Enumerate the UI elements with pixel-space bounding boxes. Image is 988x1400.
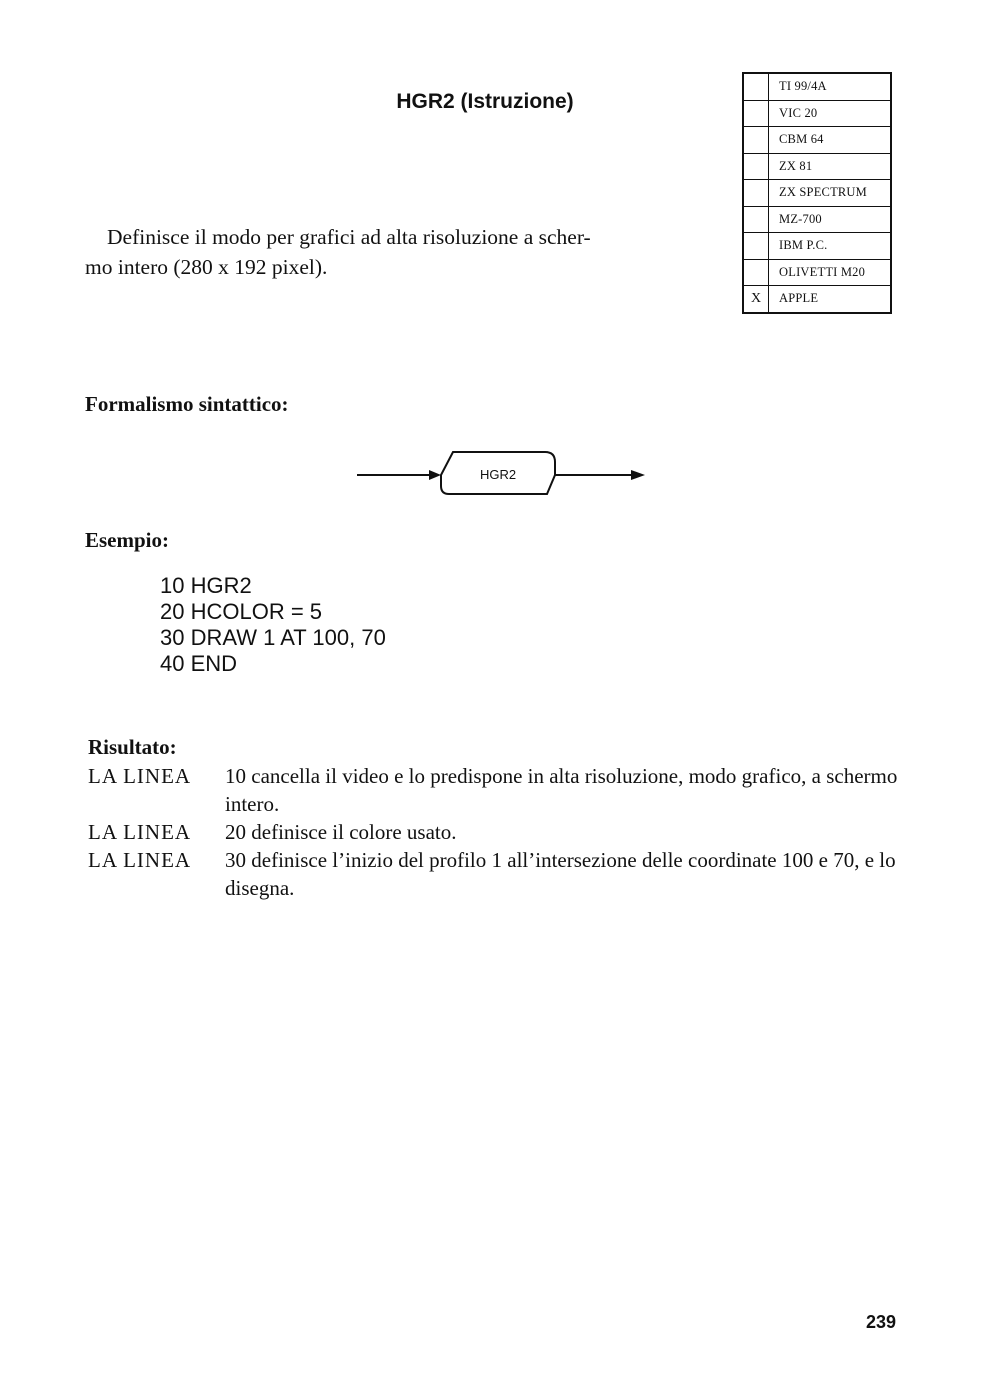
compatibility-system: VIC 20 [769, 100, 892, 127]
page-title: HGR2 (Istruzione) [396, 90, 574, 113]
result-label: LA LINEA [88, 848, 192, 872]
result-row [88, 818, 908, 846]
compatibility-row [743, 100, 891, 127]
example-heading: Esempio: [85, 528, 169, 552]
compatibility-system: OLIVETTI M20 [769, 259, 892, 286]
code-line: 20 HCOLOR = 5 [160, 599, 323, 624]
compatibility-mark [743, 233, 769, 260]
compatibility-system: ZX SPECTRUM [769, 180, 892, 207]
page-number: 239 [866, 1312, 897, 1332]
result-row [88, 846, 908, 902]
compatibility-system: CBM 64 [769, 127, 892, 154]
compatibility-row [743, 127, 891, 154]
compatibility-row [743, 206, 891, 233]
compatibility-mark [743, 153, 769, 180]
compatibility-mark [743, 100, 769, 127]
code-listing [160, 573, 386, 677]
compatibility-mark: X [743, 286, 769, 313]
compatibility-system: APPLE [769, 286, 892, 313]
result-row [88, 762, 908, 818]
compatibility-system: TI 99/4A [769, 73, 892, 100]
syntax-heading: Formalismo sintattico: [85, 392, 289, 416]
compatibility-row [743, 73, 891, 100]
compatibility-mark [743, 206, 769, 233]
result-label: LA LINEA [88, 820, 192, 844]
description [85, 222, 655, 282]
compatibility-row [743, 286, 891, 313]
compatibility-system: ZX 81 [769, 153, 892, 180]
result-heading: Risultato: [88, 735, 177, 759]
compatibility-mark [743, 259, 769, 286]
syntax-diagram [355, 448, 655, 504]
code-line: 30 DRAW 1 AT 100, 70 [160, 625, 386, 650]
result-text: 30 definisce l’inizio del profilo 1 all’intersezione delle coordinate 100 e 70, e lo disegna. [225, 848, 896, 900]
result-text: 20 definisce il colore usato. [225, 820, 457, 844]
compatibility-row [743, 259, 891, 286]
code-line: 40 END [160, 651, 238, 676]
compatibility-mark [743, 180, 769, 207]
compatibility-table [742, 72, 892, 314]
code-line: 10 HGR2 [160, 573, 252, 598]
description-line: mo intero (280 x 192 pixel). [85, 255, 328, 279]
compatibility-row [743, 180, 891, 207]
compatibility-row [743, 153, 891, 180]
keyword-label: HGR2 [479, 467, 517, 482]
description-line: Definisce il modo per grafici ad alta risoluzione a scher- [107, 225, 591, 249]
compatibility-system: MZ-700 [769, 206, 892, 233]
compatibility-mark [743, 73, 769, 100]
result-text: 10 cancella il video e lo predispone in alta risoluzione, modo grafico, a schermo intero. [225, 764, 898, 816]
compatibility-row [743, 233, 891, 260]
result-label: LA LINEA [88, 764, 192, 788]
result-list [88, 762, 908, 902]
compatibility-system: IBM P.C. [769, 233, 892, 260]
exit-arrowhead [631, 470, 645, 480]
compatibility-mark [743, 127, 769, 154]
entry-arrowhead [429, 470, 441, 480]
